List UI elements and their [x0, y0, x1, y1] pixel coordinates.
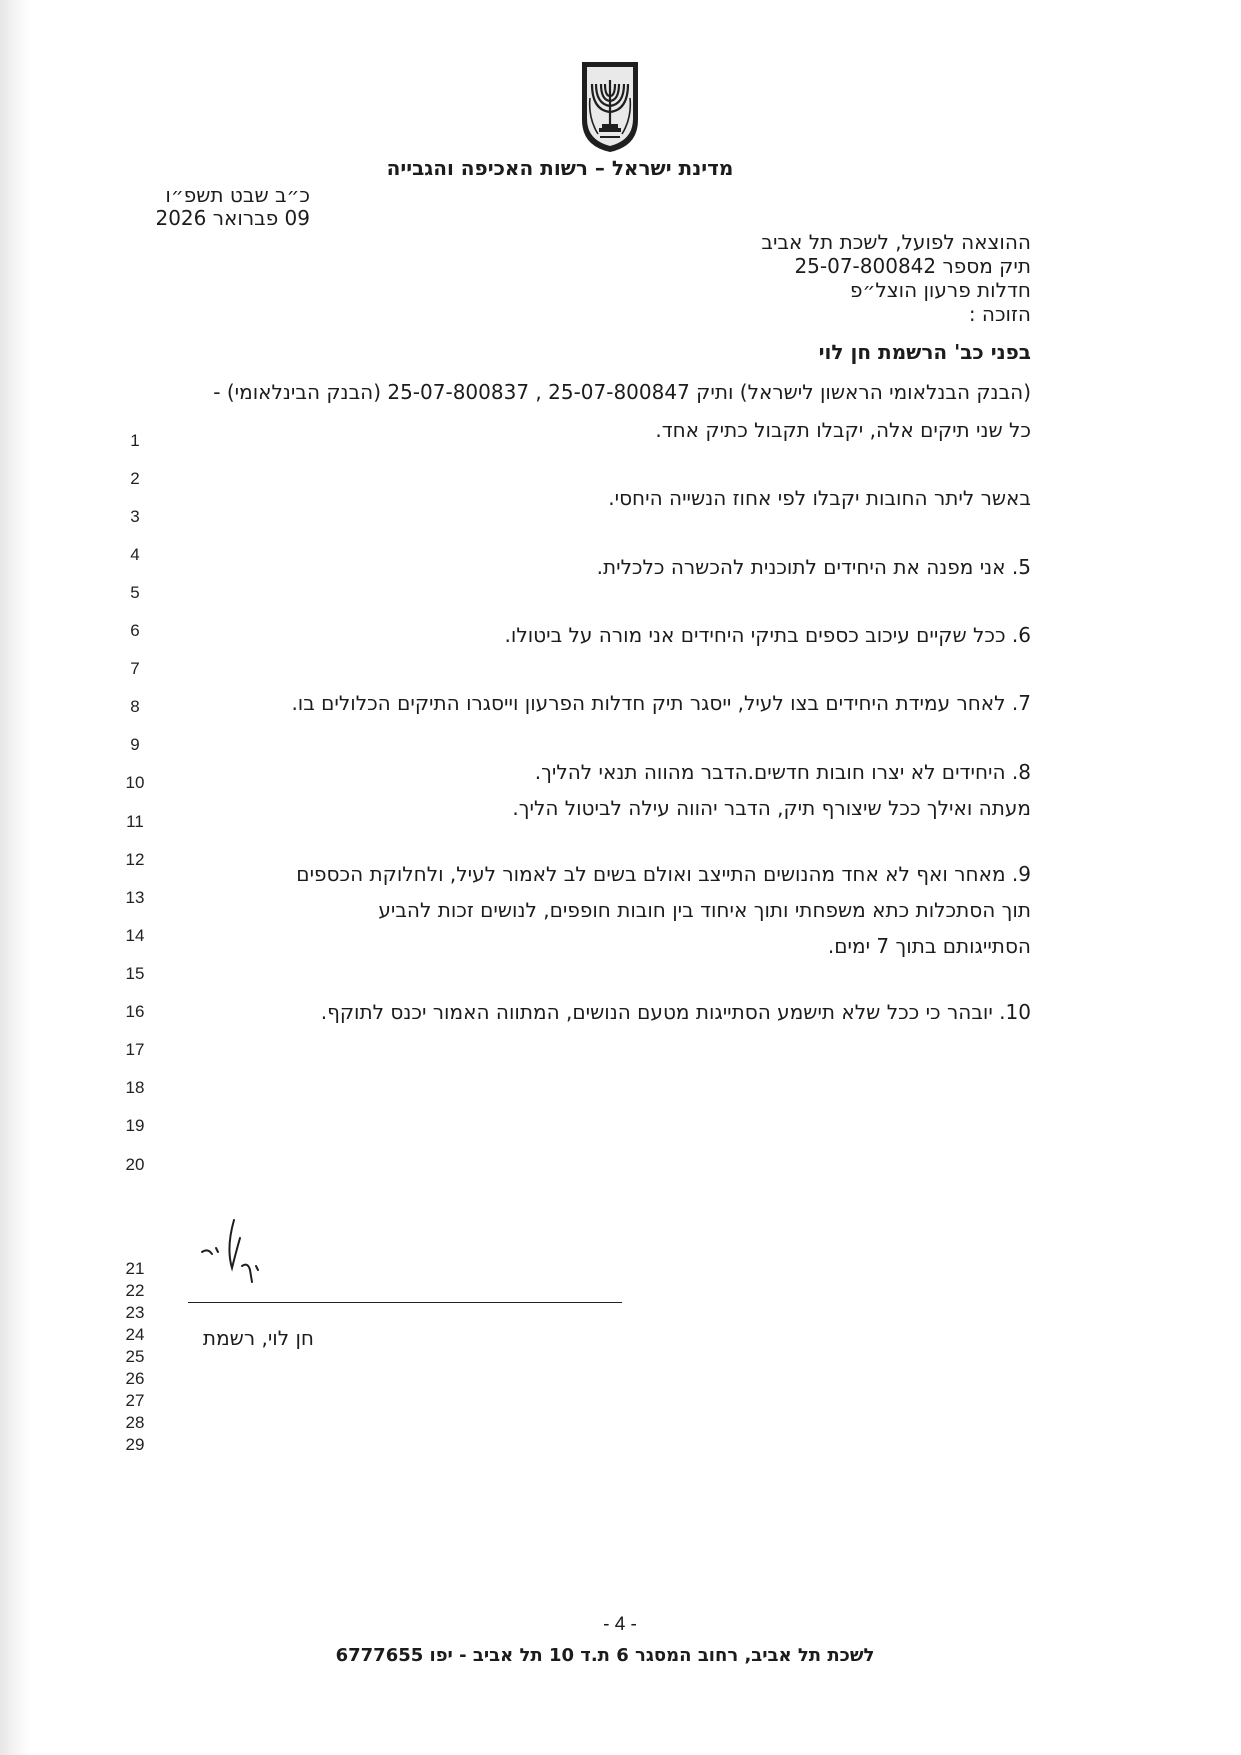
paragraph-7: 7. לאחר עמידת היחידים בצו לעיל, ייסגר תיק חדלות הפרעון וייסגרו התיקים הכלולים בו. [291, 691, 1031, 715]
file-type: חדלות פרעון הוצל״פ [850, 278, 1031, 302]
agency-title: מדינת ישראל – רשות האכיפה והגבייה [386, 156, 734, 180]
line-number: 18 [125, 1078, 145, 1097]
paragraph-9-line-1: 9. מאחר ואף לא אחד מהנושים התייצב ואולם בשים לב לאמור לעיל, ולחלוקת הכספים [296, 862, 1031, 886]
line-number: 14 [125, 926, 145, 945]
line-number: 21 [125, 1259, 145, 1278]
scan-edge-shading [0, 0, 30, 1755]
line-number: 12 [125, 850, 145, 869]
line-number: 29 [125, 1435, 145, 1454]
paragraph-6: 6. ככל שקיים עיכוב כספים בתיקי היחידים אני מורה על ביטולו. [504, 623, 1031, 647]
line-number: 27 [125, 1391, 145, 1410]
creditor-label: הזוכה : [968, 302, 1031, 326]
line-number: 17 [125, 1040, 145, 1059]
handwritten-signature [192, 1208, 282, 1298]
state-emblem-icon [578, 58, 642, 154]
paragraph-1-line-2: כל שני תיקים אלה, יקבלו תקבול כתיק אחד. [655, 418, 1031, 442]
line-number: 15 [125, 964, 145, 983]
line-number: 6 [130, 621, 140, 640]
line-number: 19 [125, 1116, 145, 1135]
paragraph-10: 10. יובהר כי ככל שלא תישמע הסתייגות מטעם הנושים, המתווה האמור יכנס לתוקף. [320, 1000, 1031, 1024]
signature-line [188, 1302, 622, 1303]
paragraph-5: 5. אני מפנה את היחידים לתוכנית להכשרה כלכלית. [596, 555, 1031, 579]
line-number: 20 [125, 1155, 145, 1174]
line-number: 3 [130, 507, 140, 526]
file-number: תיק מספר 25-07-800842 [794, 254, 1031, 278]
paragraph-8-line-1: 8. היחידים לא יצרו חובות חדשים.הדבר מהווה תנאי להליך. [534, 760, 1031, 784]
paragraph-9-line-2: תוך הסתכלות כתא משפחתי ותוך איחוד בין חובות חופפים, לנושים זכות להביע [378, 898, 1031, 922]
hebrew-date: כ״ב שבט תשפ״ו [165, 183, 310, 207]
registrar-name: חן לוי, רשמת [202, 1326, 314, 1350]
line-number: 25 [125, 1347, 145, 1366]
line-number: 22 [125, 1281, 145, 1300]
line-number: 8 [130, 697, 140, 716]
paragraph-1-line-1: (הבנק הבנלאומי הראשון לישראל) ותיק 25-07-800847 , 25-07-800837 (הבנק הבינלאומי) - [213, 380, 1031, 404]
line-number: 26 [125, 1369, 145, 1388]
line-number: 2 [130, 469, 140, 488]
footer-address: לשכת תל אביב, רחוב המסגר 6 ת.ד 10 תל אביב - יפו 6777655 [335, 1645, 875, 1666]
gregorian-date: 09 פברואר 2026 [155, 206, 310, 230]
paragraph-9-line-3: הסתייגותם בתוך 7 ימים. [827, 934, 1031, 958]
line-number: 5 [130, 583, 140, 602]
page-number: - 4 - [603, 1614, 637, 1635]
paragraph-2: באשר ליתר החובות יקבלו לפי אחוז הנשייה היחסי. [608, 486, 1031, 510]
line-number: 23 [125, 1303, 145, 1322]
line-number: 24 [125, 1325, 145, 1344]
line-number: 16 [125, 1002, 145, 1021]
line-number: 11 [126, 812, 144, 831]
line-number: 9 [130, 735, 140, 754]
judge-line: בפני כב' הרשמת חן לוי [818, 340, 1031, 364]
line-number: 13 [125, 888, 145, 907]
line-number: 4 [130, 545, 140, 564]
office-name: ההוצאה לפועל, לשכת תל אביב [761, 230, 1031, 254]
paragraph-8-line-2: מעתה ואילך ככל שיצורף תיק, הדבר יהווה עילה לביטול הליך. [512, 796, 1031, 820]
line-number: 10 [125, 773, 145, 792]
line-number: 7 [130, 659, 140, 678]
line-number: 28 [125, 1413, 145, 1432]
line-number: 1 [130, 431, 140, 450]
